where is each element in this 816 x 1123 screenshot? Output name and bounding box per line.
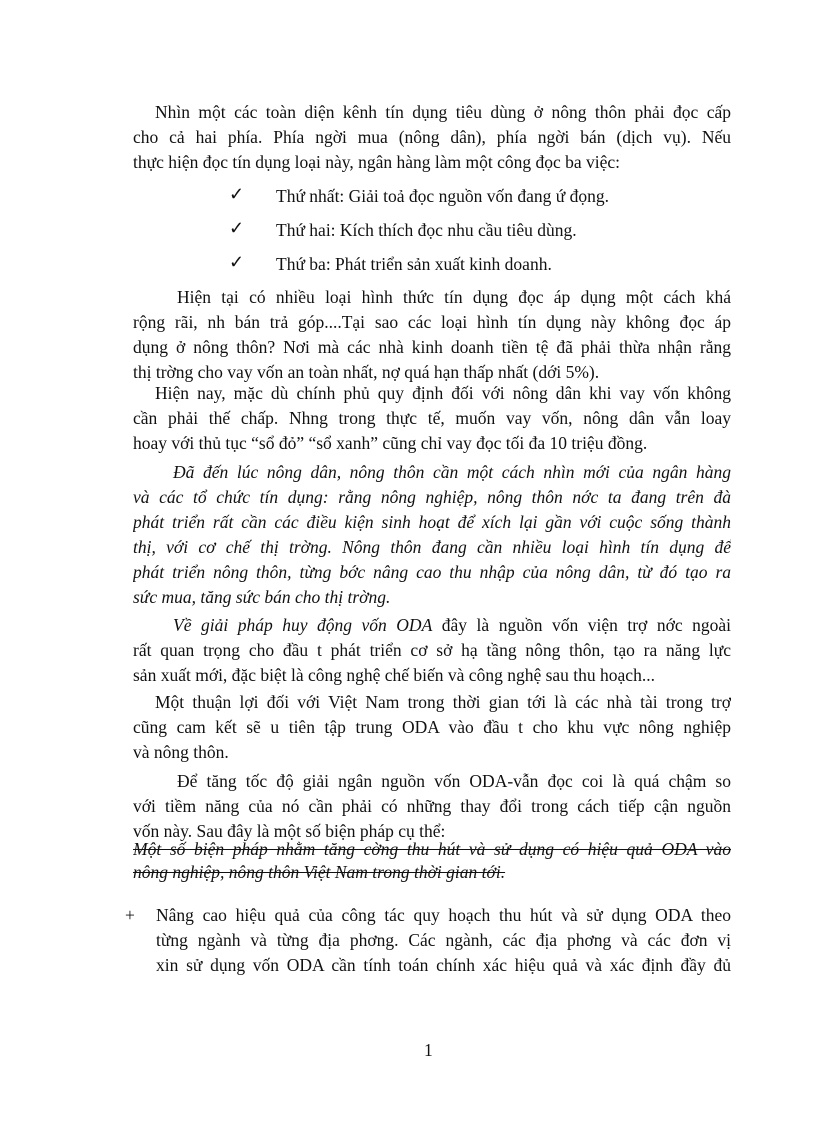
bullet-text: Thứ ba: Phát triển sản xuất kinh doanh. xyxy=(276,254,552,274)
paragraph-1 xyxy=(133,100,731,175)
text-line: dụng ở nông thôn? Nơi mà các nhà kinh doanh tiền tệ đã phải thừa nhận rằng xyxy=(133,337,731,357)
heading-text: nông nghiệp, nông thôn Việt Nam trong thời gian tới. xyxy=(133,862,506,882)
bullet-text: Thứ nhất: Giải toả đọc nguồn vốn đang ứ đọng. xyxy=(276,186,609,206)
text-line: và nông thôn. xyxy=(133,742,229,762)
text-line: Để tăng tốc độ giải ngân nguồn vốn ODA-vẫn đọc coi là quá chậm so xyxy=(177,771,731,791)
bullet-text: Thứ hai: Kích thích đọc nhu cầu tiêu dùng. xyxy=(276,220,577,240)
text-line: phát triển nông thôn, từng bớc nâng cao thu nhập của nông dân, từ đó tạo ra xyxy=(133,562,731,582)
heading-line xyxy=(133,861,731,884)
text-line: sức mua, tăng sức bán cho thị trờng. xyxy=(133,587,391,607)
text-line: thị trờng cho vay vốn an toàn nhất, nợ quá hạn thấp nhất (dới 5%). xyxy=(133,362,600,382)
text-line: Nâng cao hiệu quả của công tác quy hoạch thu hút và sử dụng ODA theo xyxy=(156,905,731,925)
text-line: rộng rãi, nh bán trả góp....Tại sao các loại hình tín dụng này không đọc áp xyxy=(133,312,731,332)
text-line: Hiện nay, mặc dù chính phủ quy định đối với nông dân khi vay vốn không xyxy=(155,383,731,403)
text-line: cũng cam kết sẽ u tiên tập trung ODA vào đầu t cho khu vực nông nghiệp xyxy=(133,717,731,737)
text-line: rất quan trọng cho đầu t phát triển cơ sở hạ tầng nông thôn, tạo ra năng lực xyxy=(133,640,731,660)
paragraph-2 xyxy=(133,285,731,385)
text-line: sản xuất mới, đặc biệt là công nghệ chế biến và công nghệ sau thu hoạch... xyxy=(133,665,655,685)
text-line: xin sử dụng vốn ODA cần tính toán chính xác hiệu quả và xác định đầy đủ xyxy=(156,955,731,975)
text-line: hoay với thủ tục “sổ đỏ” “sổ xanh” cũng chỉ vay đọc tối đa 10 triệu đồng. xyxy=(133,433,648,453)
text-line: Hiện tại có nhiều loại hình thức tín dụng đọc áp dụng một cách khá xyxy=(177,287,731,307)
checkmark-icon: ✓ xyxy=(229,184,245,204)
text-line: cần phải thế chấp. Nhng trong thực tế, muốn vay vốn, nông dân vẫn loay xyxy=(133,408,731,428)
heading-line: Một số biện pháp nhằm tăng cờng thu hút và sử dụng có hiệu quả ODA vào xyxy=(133,839,731,859)
paragraph-4 xyxy=(133,460,731,610)
paragraph-3 xyxy=(133,381,731,456)
italic-lead: Về giải pháp huy động vốn ODA xyxy=(173,615,433,635)
checkmark-icon: ✓ xyxy=(229,252,245,272)
text-line: cho cả hai phía. Phía ngời mua (nông dân), phía ngời bán (dịch vụ). Nếu xyxy=(133,127,731,147)
checkmark-icon: ✓ xyxy=(229,218,245,238)
text-line: Nhìn một các toàn diện kênh tín dụng tiêu dùng ở nông thôn phải đọc cấp xyxy=(155,102,731,122)
text-line: phát triển rất cần các điều kiện sinh hoạt để xích lại gần với cuộc sống thành xyxy=(133,512,731,532)
text-line: và các tổ chức tín dụng: rằng nông nghiệp, nông thôn nớc ta đang trên đà xyxy=(133,487,731,507)
text-line: Một thuận lợi đối với Việt Nam trong thời gian tới là các nhà tài trong trợ xyxy=(155,692,731,712)
page-number: 1 xyxy=(424,1040,433,1060)
paragraph-6 xyxy=(133,690,731,765)
text-line: Đã đến lúc nông dân, nông thôn cần một cách nhìn mới của ngân hàng xyxy=(173,462,731,482)
text-line: thị, với cơ chế thị trờng. Nông thôn đang cần nhiều loại hình tín dụng để xyxy=(133,537,731,557)
paragraph-8 xyxy=(156,903,731,978)
text-line: với tiềm năng của nó cần phải có những thay đổi trong cách tiếp cận nguồn xyxy=(133,796,731,816)
text-line: thực hiện đọc tín dụng loại này, ngân hàng làm một công đọc ba việc: xyxy=(133,152,621,172)
text-line: từng ngành và từng địa phơng. Các ngành, các địa phơng và các đơn vị xyxy=(156,930,731,950)
text-line xyxy=(133,613,731,638)
paragraph-5 xyxy=(133,613,731,688)
section-heading xyxy=(133,838,731,884)
paragraph-7 xyxy=(133,769,731,844)
plus-bullet: + xyxy=(125,905,135,925)
text-run: đây là nguồn vốn viện trợ nớc ngoài xyxy=(432,615,731,635)
text-line: vốn này. Sau đây là một số biện pháp cụ thể: xyxy=(133,821,446,841)
